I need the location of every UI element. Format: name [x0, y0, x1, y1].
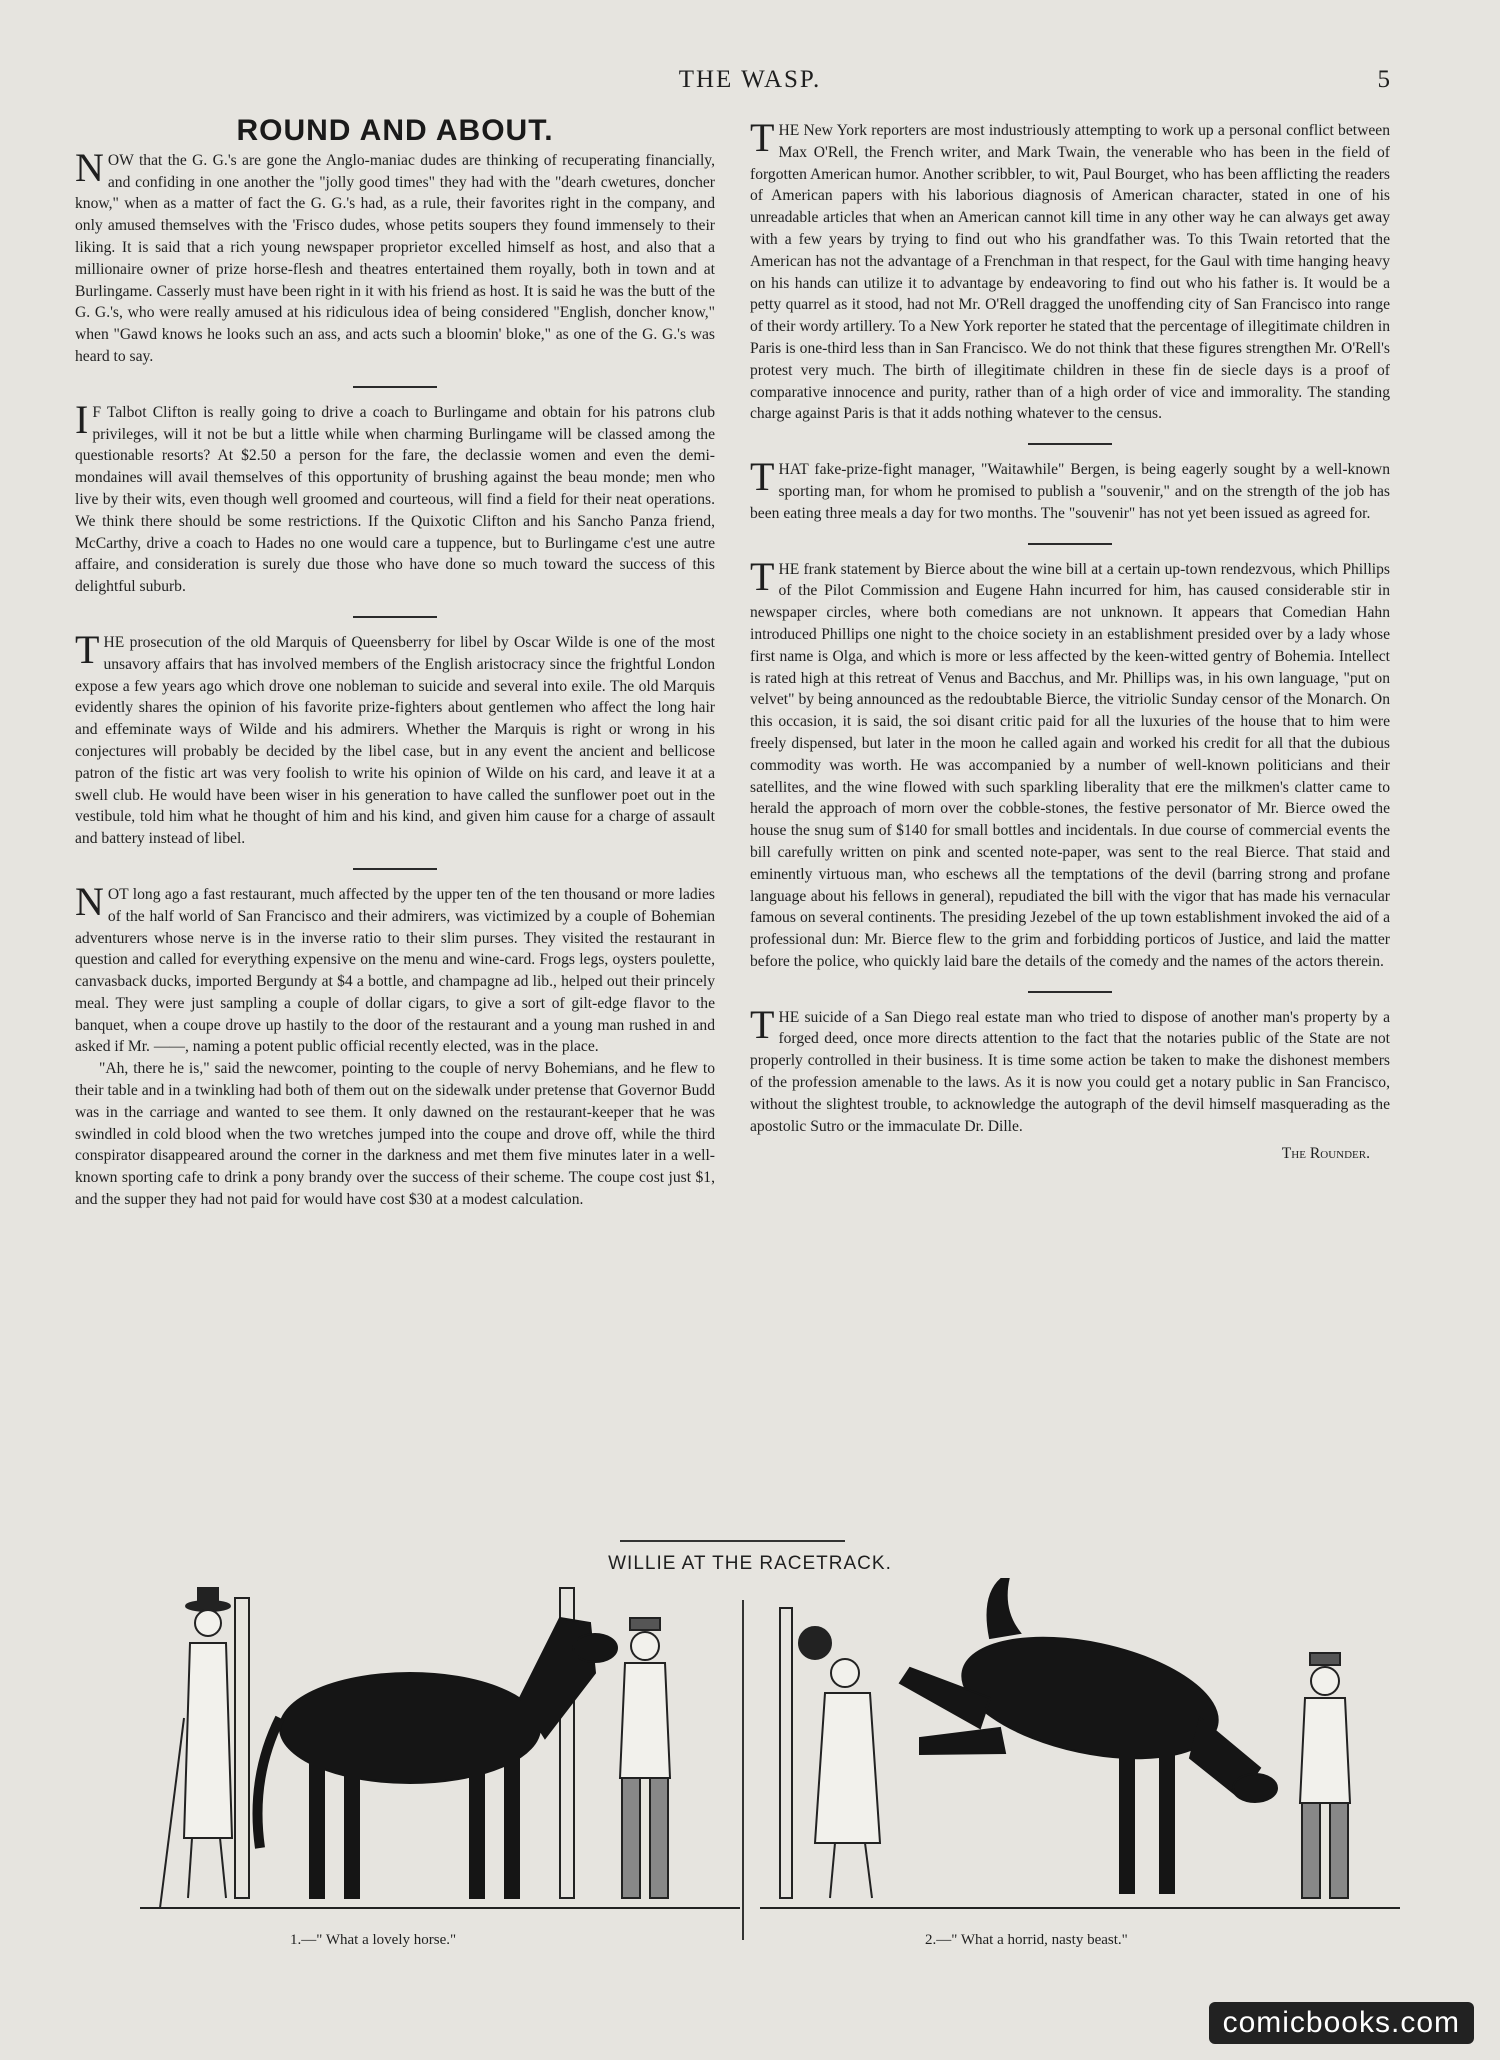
- article-paragraph: HE frank statement by Bierce about the wine bill at a certain up-town rendezvous, which Phillips of the Pilot Commission and Eugene Hahn incurred for him, has caused considerable stir in newspaper circles, where both comedians are not unknown. It appears that Comedian Hahn introduced Phillips one night to the choice society in an establishment presided over by a lady whose first name is Olga, and which is more or less affected by the keen-witted gentry of Bohemia. Intellect is rated high at this retreat of Venus and Bacchus, and Mr. Phillips was, in his own language, "put on velvet" by being announced as the redoubtable Bierce, the vitriolic Sunday censor of the Monarch. On this occasion, it is said, the soi disant critic paid for all the luxuries of the house that to him were freely dispensed, but later in the moon he called again and worked his credit for all that the dubious commodity was worth. He was accompanied by a number of well-known politicians and their satellites, and the wine flowed with such sparkling liberality that ere the milkmen's clatter came to herald the approach of morn over the cobble-stones, the festive personator of Mr. Bierce owed the house the snug sum of $140 for small bottles and incidentals. In due course of commercial events the bill carefully written on pink and scented note-paper, was sent to the real Bierce. That staid and eminently virtuous man, who eschews all the temptations of the devil (barring strong and profane language about his fellows in general), repudiated the bill with the vigor that has made his vernacular famous on several continents. The presiding Jezebel of the up town establishment invoked the aid of a professional dun: Mr. Bierce flew to the grim and forbidding porticos of Justice, and laid the matter before the police, who quickly laid bare the details of the comedy and the names of the actors therein.: [750, 560, 1390, 970]
- cartoon-rule: [620, 1540, 845, 1542]
- article-paragraph: OW that the G. G.'s are gone the Anglo-maniac dudes are thinking of recuperating financially, and confiding in one another the "jolly good times" they had with the "dearh cwetures, doncher know," when as a matter of fact the G. G.'s had, as a rule, their favorites right in the company, and only amused themselves with the 'Frisco dudes, whose petits soupers they found immensely to their liking. It is said that a rich young newspaper proprietor excelled himself as host, and also that a millionaire owner of prize horse-flesh and theatres entertained them royally, both in town and at Burlingame. Casserly must have been right in it with his friend as host. It is said he was the butt of the G. G.'s, who were really amused at his ridiculous idea of being considered "English, doncher know," when "Gawd knows he looks such an ass, and acts such a bloomin' bloke," as one of the G. G.'s was heard to say.: [75, 151, 715, 365]
- author-signature: The Rounder.: [1281, 1145, 1370, 1163]
- masthead: THE WASP.: [678, 66, 822, 93]
- willie-figure: [160, 1588, 232, 1908]
- section-divider: [353, 386, 437, 388]
- section-divider: [1028, 543, 1112, 545]
- article-paragraph: HE prosecution of the old Marquis of Queensberry for libel by Oscar Wilde is one of the most unsavory affairs that has involved members of the English aristocracy since the frightful London expose a few years ago which drove one nobleman to suicide and several into exile. The old Marquis evidently shares the opinion of his favorite prize-fighters about gentlemen who affect the long hair and effeminate ways of Wilde and his admirers. Whether the Marquis is right or wrong in his conjectures will probably be decided by the libel case, but in any event the ancient and bellicose patron of the fistic art was very foolish to write his opinion of Wilde on his card, and leave it at a swell club. He would have been wiser in his generation to have called the sunflower poet out in the vestibule, told him what he thought of him and his kind, and given him cause for a charge of assault and battery instead of libel.: [75, 633, 715, 848]
- article-orell-twain: [750, 115, 1390, 425]
- section-title: ROUND AND ABOUT.: [236, 114, 554, 147]
- article-bierce: [750, 553, 1390, 973]
- panel-divider: [742, 1600, 744, 1940]
- horse-standing-illustration: [140, 1578, 740, 1948]
- groom-figure: [1300, 1653, 1350, 1898]
- horse-figure: [258, 1618, 618, 1898]
- cartoon-caption-2: 2.—" What a horrid, nasty beast.": [925, 1932, 1128, 1948]
- drop-cap: T: [750, 115, 775, 160]
- article-paragraph: OT long ago a fast restaurant, much affected by the upper ten of the ten thousand or more ladies of the half world of San Francisco and their admirers, was victimized by a couple of Bohemian adventurers whose nerve is in the inverse ratio to their slim purses. They visited the restaurant in question and called for everything expensive on the menu and wine-card. Frogs legs, oysters poulette, canvasback ducks, imported Bergundy at $4 a bottle, and champagne ad lib., helped out their princely meal. They were just sampling a couple of dollar cigars, to give a sort of gilt-edge flavor to the banquet, when a coupe drove up hastily to the door of the restaurant and a young man rushed in and asked if Mr. ——, naming a potent public official recently elected, was in the place.: [75, 885, 715, 1056]
- horse-bucking-illustration: [760, 1578, 1400, 1948]
- cartoon-panel-2: [760, 1578, 1400, 1948]
- left-column: [75, 114, 715, 1211]
- section-divider: [1028, 443, 1112, 445]
- article-notaries: [750, 1001, 1390, 1138]
- article-burlingame-coach: [75, 396, 715, 598]
- watermark-logo: comicbooks.com: [1209, 2002, 1474, 2044]
- section-divider: [353, 868, 437, 870]
- drop-cap: T: [750, 1001, 775, 1047]
- page-number: 5: [1377, 66, 1390, 93]
- article-paragraph: "Ah, there he is," said the newcomer, pointing to the couple of nervy Bohemians, and he flew to their table and in a twinkling had both of them out on the sidewalk under pretense that Governor Budd was in the carriage and wanted to see them. It only dawned on the restaurant-keeper that he was swindled in cold blood when the two wretches jumped into the coupe and drove off, while the third conspirator disappeared around the corner in the darkness and met them five minutes later in a well-known sporting cafe to drink a pony brandy over the success of their scheme. The coupe cost just $1, and the supper they had not paid for would have cost $30 at a modest calculation.: [75, 1060, 715, 1209]
- article-paragraph: HAT fake-prize-fight manager, "Waitawhile" Bergen, is being eagerly sought by a well-known sporting man, for whom he promised to publish a "souvenir," and on the strength of the job has been eating three meals a day for two months. The "souvenir" has not yet been issued as agreed for.: [750, 461, 1390, 522]
- article-paragraph: HE suicide of a San Diego real estate man who tried to dispose of another man's property by a forged deed, once more directs attention to the fact that the notaries public of the State are not properly controlled in their business. It is time some action be taken to make the dishonest members of the profession amenable to the laws. As it is now you could get a notary public in San Francisco, without the slightest trouble, to acknowledge the autograph of the devil himself masquerading as the apostolic Sutro or the immaculate Dr. Dille.: [750, 1008, 1390, 1135]
- article-paragraph: F Talbot Clifton is really going to drive a coach to Burlingame and obtain for his patrons club privileges, will it not be but a little while when charming Burlingame will be classed among the questionable resorts? At $2.50 a person for the fare, the declassie women and even the demi-mondaines will avail themselves of this opportunity of brushing against the beau monde; men who live by their wits, even though well groomed and courteous, will find a field for their neat operations. We think there should be some restrictions. If the Quixotic Clifton and his Sancho Panza friend, McCarthy, drive a coach to Hades no one would care a tuppence, but to Burlingame c'est une autre affaire, and consideration is surely due those who have done so much toward the success of this delightful suburb.: [75, 403, 715, 596]
- drop-cap: N: [75, 878, 104, 924]
- article-dudes: [75, 144, 715, 368]
- stable-post: [780, 1608, 792, 1898]
- article-queensberry: [75, 626, 715, 850]
- willie-figure: [799, 1627, 880, 1898]
- drop-cap: T: [75, 626, 100, 672]
- stable-post: [235, 1598, 249, 1898]
- article-restaurant: [75, 878, 715, 1211]
- article-bergen: [750, 454, 1390, 524]
- cartoon-title: WILLIE AT THE RACETRACK.: [608, 1553, 892, 1574]
- drop-cap: N: [75, 144, 104, 190]
- groom-figure: [620, 1618, 670, 1898]
- cartoon-caption-1: 1.—" What a lovely horse.": [290, 1932, 457, 1948]
- article-paragraph: HE New York reporters are most industriously attempting to work up a personal conflict between Max O'Rell, the French writer, and Mark Twain, the venerable who has been in the field of forgotten American humor. Another scribbler, to wit, Paul Bourget, who has been afflicting the readers of American papers with his laborious diagnosis of American character, stated in one of his unreadable articles that when an American cannot kill time in any other way he can always get away with a few years by trying to find out who his grandfather was. To this Twain retorted that the American has not the advantage of a Frenchman in that respect, for the Gaul with time hanging heavy on his hands can utilize it to advantage by endeavoring to find out who his father is. It would be a petty quarrel as it stood, had not Mr. O'Rell dragged the unoffending city of San Francisco into range of their wordy artillery. To a New York reporter he stated that the percentage of illegitimate children in Paris is one-third less than in San Francisco. We do not think that these figures strengthen Mr. O'Rell's protest very much. The birth of illegitimate children in these fin de siecle days is a proof of comparative innocence and purity, rather than of a high order of vice and immorality. The standing charge against Paris is that it adds nothing whatever to the census.: [750, 122, 1390, 423]
- drop-cap: I: [75, 396, 89, 442]
- cartoon-panel-1: [140, 1578, 740, 1948]
- horse-figure: [900, 1578, 1277, 1893]
- section-divider: [1028, 991, 1112, 993]
- section-divider: [353, 616, 437, 618]
- drop-cap: T: [750, 454, 775, 500]
- drop-cap: T: [750, 553, 775, 599]
- right-column: [750, 115, 1390, 1165]
